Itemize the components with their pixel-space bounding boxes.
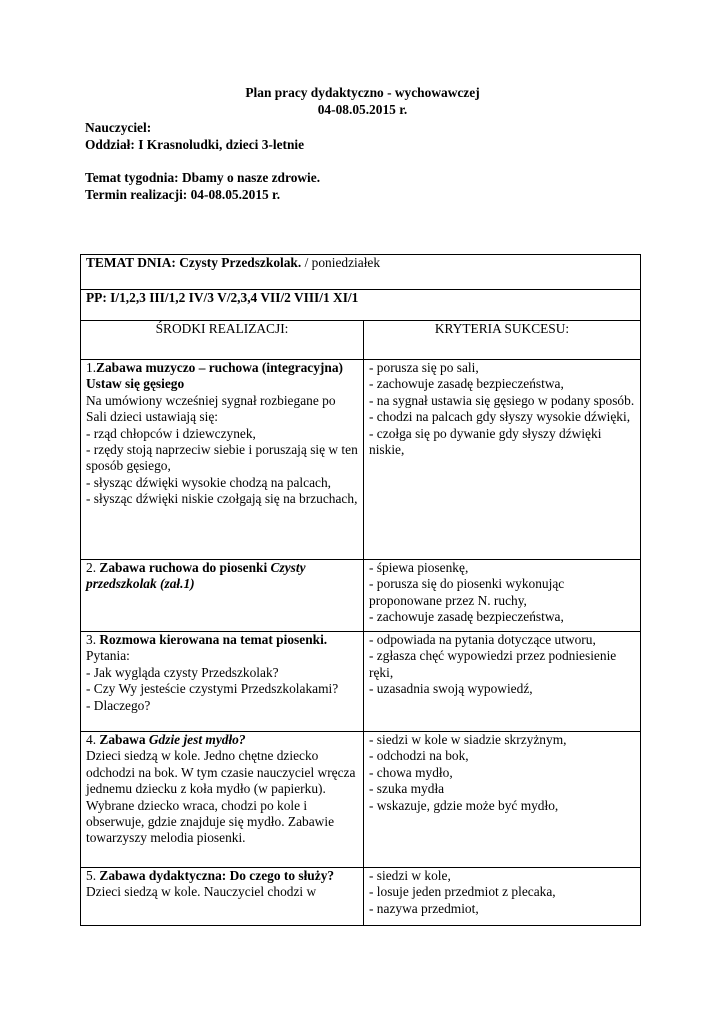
term: Termin realizacji: 04-08.05.2015 r. xyxy=(85,186,281,202)
col-header-criteria: KRYTERIA SUKCESU: xyxy=(364,321,641,360)
criteria-cell xyxy=(364,732,641,868)
topic-row xyxy=(81,255,641,290)
criteria-cell xyxy=(364,632,641,732)
activity-title-italic: Gdzie jest mydło? xyxy=(148,732,246,747)
criteria-line: - porusza się po sali, xyxy=(369,360,479,375)
criteria-line: - szuka mydła xyxy=(369,781,445,797)
criteria-line: - siedzi w kole, xyxy=(369,868,451,883)
criteria-cell xyxy=(364,560,641,632)
criteria-line: - zachowuje zasadę bezpieczeństwa, xyxy=(369,609,564,625)
criteria-cell xyxy=(364,360,641,560)
activity-title: Zabawa xyxy=(99,732,149,747)
activity-number: 3. xyxy=(86,632,100,647)
criteria-line: - na sygnał ustawia się gęsiego w podany sposób. xyxy=(369,392,635,408)
means-cell xyxy=(81,360,364,560)
activity-desc-line: Pytania: xyxy=(86,648,130,664)
criteria-line: - wskazuje, gdzie może być mydło, xyxy=(369,797,559,813)
criteria-line: - chodzi na palcach gdy słyszy wysokie dźwięki, xyxy=(369,409,631,425)
week-topic: Temat tygodnia: Dbamy o nasze zdrowie. xyxy=(85,170,321,185)
criteria-line: - chowa mydło, xyxy=(369,764,453,780)
criteria-line: - zgłasza chęć wypowiedzi przez podniesienie ręki, xyxy=(369,648,617,680)
criteria-line: - śpiewa piosenkę, xyxy=(369,560,469,575)
table-row xyxy=(81,560,641,632)
criteria-line: - losuje jeden przedmiot z plecaka, xyxy=(369,884,556,900)
activity-title: Rozmowa kierowana na temat piosenki. xyxy=(99,632,328,647)
activity-title: Zabawa muzyczo – ruchowa (integracyjna) Ustaw się gęsiego xyxy=(86,360,343,392)
plan-table xyxy=(80,254,641,926)
criteria-line: - odchodzi na bok, xyxy=(369,748,469,764)
table-row xyxy=(81,868,641,926)
criteria-cell xyxy=(364,868,641,926)
means-cell xyxy=(81,732,364,868)
header-row xyxy=(81,321,641,360)
rows-body xyxy=(81,360,641,926)
criteria-line: - zachowuje zasadę bezpieczeństwa, xyxy=(369,376,564,392)
activity-desc-line: - rzędy stoją naprzeciw siebie i poruszają się w ten sposób gęsiego, xyxy=(86,442,358,474)
criteria-line: - czołga się po dywanie gdy słyszy dźwięki niskie, xyxy=(369,425,602,458)
topic-day: / poniedziałek xyxy=(301,255,381,270)
activity-title: Zabawa dydaktyczna: Do czego to służy? xyxy=(99,868,335,883)
activity-desc-line: Dzieci siedzą w kole. Nauczyciel chodzi w xyxy=(86,884,317,900)
activity-number: 1. xyxy=(86,360,97,375)
means-cell xyxy=(81,560,364,632)
activity-title-italic: Czysty przedszkolak (zał.1) xyxy=(86,560,306,592)
col-header-means: ŚRODKI REALIZACJI: xyxy=(81,321,364,360)
table-row xyxy=(81,732,641,868)
activity-desc-line: - Jak wygląda czysty Przedszkolak? xyxy=(86,664,279,680)
page-title xyxy=(0,84,725,118)
title-line-1: Plan pracy dydaktyczno - wychowawczej xyxy=(245,85,480,100)
group-label: Oddział: I Krasnoludki, dzieci 3-letnie xyxy=(85,136,305,152)
means-cell xyxy=(81,632,364,732)
activity-number: 2. xyxy=(86,560,100,575)
activity-desc-line: - Czy Wy jesteście czystymi Przedszkolakami? xyxy=(86,681,339,697)
pp-row xyxy=(81,290,641,321)
activity-title: Zabawa ruchowa do piosenki xyxy=(99,560,271,575)
criteria-line: - uzasadnia swoją wypowiedź, xyxy=(369,681,533,697)
activity-desc-line: Dzieci siedzą w kole. Jedno chętne dziecko odchodzi na bok. W tym czasie nauczyciel wręcza jednemu dziecku z koła mydło (w papierku). Wybrane dziecko wraca, chodzi po kole i obserwuje, gdzie znajduje się mydło. Zabawie towarzyszy melodia piosenki. xyxy=(86,748,356,846)
meta-block-teacher xyxy=(85,120,304,153)
table-row xyxy=(81,360,641,560)
criteria-line: - nazywa przedmiot, xyxy=(369,900,479,916)
activity-desc-line: - słysząc dźwięki niskie czołgają się na brzuchach, xyxy=(86,491,358,507)
teacher-label: Nauczyciel: xyxy=(85,120,152,135)
means-cell xyxy=(81,868,364,926)
activity-number: 4. xyxy=(86,732,100,747)
activity-number: 5. xyxy=(86,868,100,883)
title-line-2: 04-08.05.2015 r. xyxy=(317,102,408,117)
activity-desc-line: - słysząc dźwięki wysokie chodzą na palcach, xyxy=(86,474,332,490)
criteria-line: - siedzi w kole w siadzie skrzyżnym, xyxy=(369,732,567,747)
activity-desc-line: Na umówiony wcześniej sygnał rozbiegane po Sali dzieci ustawiają się: xyxy=(86,392,336,425)
activity-desc-line: - rząd chłopców i dziewczynek, xyxy=(86,425,256,441)
pp-cell: PP: I/1,2,3 III/1,2 IV/3 V/2,3,4 VII/2 VIII/1 XI/1 xyxy=(81,290,641,321)
criteria-line: - odpowiada na pytania dotyczące utworu, xyxy=(369,632,596,647)
criteria-line: - porusza się do piosenki wykonując proponowane przez N. ruchy, xyxy=(369,576,565,608)
topic-title: TEMAT DNIA: Czysty Przedszkolak. xyxy=(86,255,302,270)
table-row xyxy=(81,632,641,732)
activity-desc-line: - Dlaczego? xyxy=(86,697,151,713)
topic-cell xyxy=(81,255,641,290)
meta-block-topic xyxy=(85,170,320,203)
